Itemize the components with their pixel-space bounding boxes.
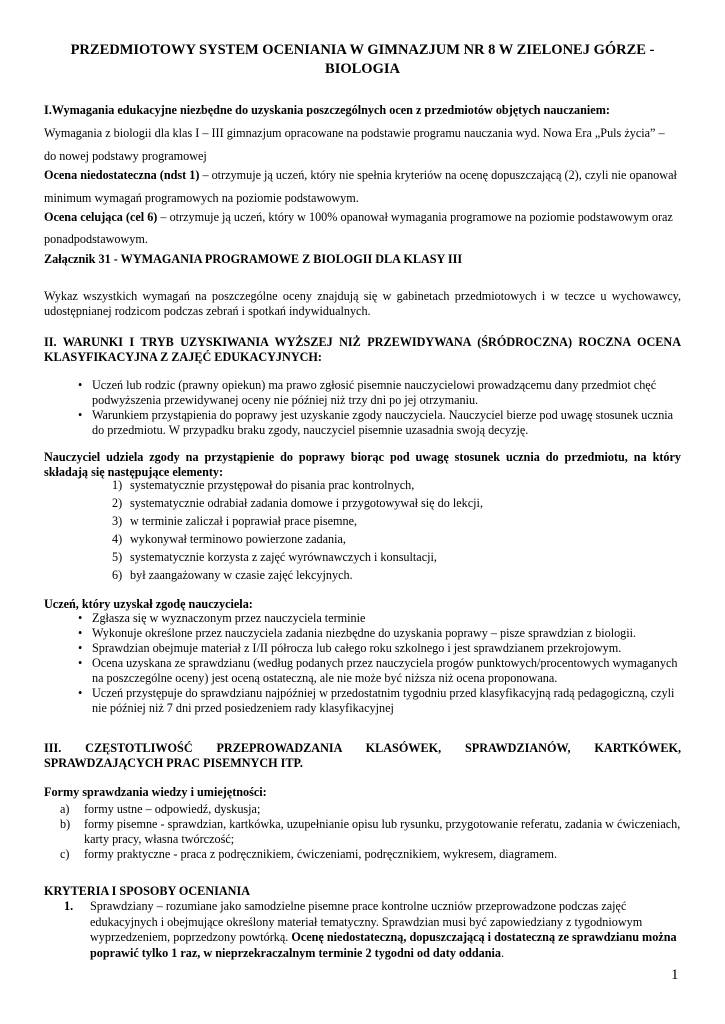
item-number: 5) — [112, 550, 123, 564]
section1-heading: I.Wymagania edukacyjne niezbędne do uzyskania poszczególnych ocen z przedmiotów objętych nauczaniem: — [44, 103, 610, 117]
section3-heading-line1: III. CZĘSTOTLIWOŚĆ PRZEPROWADZANIA KLASÓWEK, SPRAWDZIANÓW, KARTKÓWEK, — [44, 741, 681, 755]
ndst-label: Ocena niedostateczna (ndst 1) — [44, 168, 200, 182]
item-end: . — [500, 945, 505, 960]
item-text: systematycznie korzysta z zajęć wyrównawczych i konsultacji, — [130, 550, 437, 564]
list-item — [44, 899, 681, 961]
consent-heading: Nauczyciel udziela zgody na przystąpienie do poprawy biorąc pod uwagę stosunek ucznia do przedmiotu, na który składają się następujące elementy: — [44, 450, 681, 479]
item-letter: a) — [60, 802, 70, 816]
forms-list — [44, 802, 681, 862]
document-title: PRZEDMIOTOWY SYSTEM OCENIANIA W GIMNAZJUM NR 8 W ZIELONEJ GÓRZE - BIOLOGIA — [70, 42, 655, 77]
item-text: systematycznie przystępował do pisania prac kontrolnych, — [130, 478, 415, 492]
list-item — [112, 530, 672, 548]
list-item — [112, 566, 672, 584]
list-item: • Zgłasza się w wyznaczonym przez nauczyciela terminie — [44, 611, 681, 626]
attachment-label: Załącznik 31 - WYMAGANIA PROGRAMOWE Z BIOLOGII DLA KLASY III — [44, 252, 463, 266]
item-number: 3) — [112, 514, 123, 528]
item-bold-text: Ocenę niedostateczną, dopuszczającą i dostateczną ze sprawdzianu można poprawić tylko 1 raz, w nieprzekraczalnym terminie 2 tygodni od daty oddania — [90, 930, 677, 960]
item-number: 1) — [112, 478, 123, 492]
criteria-list — [44, 899, 681, 961]
student-bullets — [44, 611, 681, 716]
requirements-note: Wykaz wszystkich wymagań na poszczególne oceny znajdują się w gabinetach przedmiotowych i w teczce u wychowawcy, udostępnianej rodzicom podczas zebrań i spotkań indywidualnych. — [44, 289, 681, 318]
item-letter: b) — [60, 817, 71, 831]
ndst-line1 — [44, 168, 681, 183]
item-number: 2) — [112, 496, 123, 510]
list-item: • Ocena uzyskana ze sprawdzianu (według podanych przez nauczyciela progów punktowych/procentowych wymaganych na poszczególne oceny) jest oceną ostateczną, ale nie może być niższa niż ocena proponowana. — [44, 656, 681, 686]
ndst-text-line1: – otrzymuje ją uczeń, który nie spełnia kryteriów na ocenę dopuszczającą (2), czyli nie opanował — [199, 168, 677, 182]
section2-bullets — [44, 378, 681, 438]
consent-elements-list — [112, 476, 672, 584]
cel-label: Ocena celująca (cel 6) — [44, 210, 158, 224]
item-letter: c) — [60, 847, 70, 861]
item-text: formy ustne – odpowiedź, dyskusja; — [84, 802, 261, 816]
item-text: w terminie zaliczał i poprawiał prace pisemne, — [130, 514, 358, 528]
section3-heading-line2: SPRAWDZAJĄCYCH PRAC PISEMNYCH ITP. — [44, 756, 303, 770]
forms-heading: Formy sprawdzania wiedzy i umiejętności: — [44, 785, 267, 799]
item-text: systematycznie odrabiał zadania domowe i przygotowywał się do lekcji, — [130, 496, 483, 510]
item-text: był zaangażowany w czasie zajęć lekcyjnych. — [130, 568, 353, 582]
cel-text-line2: ponadpodstawowym. — [44, 232, 148, 246]
item-text: wykonywał terminowo powierzone zadania, — [130, 532, 346, 546]
list-item — [44, 802, 681, 817]
section1-intro-line2: do nowej podstawy programowej — [44, 149, 207, 163]
item-text: Sprawdziany – rozumiane jako samodzielne pisemne prace kontrolne uczniów przeprowadzone podczas zajęć edukacyjnych i obejmujące określony materiał tematyczny. Sprawdzian musi być zapowiedziany z tygodniowym wyprzedzeniem, poprzedzony powtórką. — [90, 899, 643, 944]
criteria-heading: KRYTERIA I SPOSOBY OCENIANIA — [44, 884, 251, 898]
list-item — [112, 512, 672, 530]
list-item: • Wykonuje określone przez nauczyciela zadania niezbędne do uzyskania poprawy – pisze sprawdzian z biologii. — [44, 626, 681, 641]
list-item: • Warunkiem przystąpienia do poprawy jest uzyskanie zgody nauczyciela. Nauczyciel bierze pod uwagę stosunek ucznia do przedmiotu. W przypadku braku zgody, nauczyciel pisemnie uzasadnia swoją decyzję. — [44, 408, 681, 438]
list-item: • Uczeń przystępuje do sprawdzianu najpóźniej w przedostatnim tygodniu przed klasyfikacyjną radą pedagogiczną, czyli nie później niż 7 dni przed posiedzeniem rady klasyfikacyjnej — [44, 686, 681, 716]
section2-heading: II. WARUNKI I TRYB UZYSKIWANIA WYŻSZEJ NIŻ PRZEWIDYWANA (ŚRÓDROCZNA) ROCZNA OCENA KLASYFIKACYJNA Z ZAJĘĆ EDUKACYJNYCH: — [44, 335, 681, 364]
item-number: 6) — [112, 568, 123, 582]
list-item: • Sprawdzian obejmuje materiał z I/II półrocza lub całego roku szkolnego i jest sprawdzianem przekrojowym. — [44, 641, 681, 656]
item-text: formy pisemne - sprawdzian, kartkówka, uzupełnianie opisu lub rysunku, przygotowanie referatu, zadania w ćwiczeniach, karty pracy, własna twórczość; — [84, 817, 681, 846]
list-item: • Uczeń lub rodzic (prawny opiekun) ma prawo zgłosić pisemnie nauczycielowi prowadzącemu dany przedmiot chęć podwyższenia przewidywanej oceny nie później niż trzy dni po jej otrzymaniu. — [44, 378, 681, 408]
ndst-text-line2: minimum wymagań programowych na poziomie podstawowym. — [44, 191, 359, 205]
page-number: 1 — [671, 967, 679, 983]
cel-line1 — [44, 210, 681, 225]
list-item — [112, 548, 672, 566]
list-item — [44, 817, 681, 847]
list-item — [112, 476, 672, 494]
item-number: 1. — [64, 899, 74, 913]
item-number: 4) — [112, 532, 123, 546]
section1-intro-line1: Wymagania z biologii dla klas I – III gimnazjum opracowane na podstawie programu nauczania wyd. Nowa Era „Puls życia” – — [44, 126, 665, 140]
list-item — [44, 847, 681, 862]
item-text: formy praktyczne - praca z podręcznikiem, ćwiczeniami, podręcznikiem, wykresem, diagramem. — [84, 847, 558, 861]
cel-text-line1: – otrzymuje ją uczeń, który w 100% opanował wymagania programowe na poziomie podstawowym oraz — [157, 210, 673, 224]
student-heading: Uczeń, który uzyskał zgodę nauczyciela: — [44, 597, 253, 611]
list-item — [112, 494, 672, 512]
